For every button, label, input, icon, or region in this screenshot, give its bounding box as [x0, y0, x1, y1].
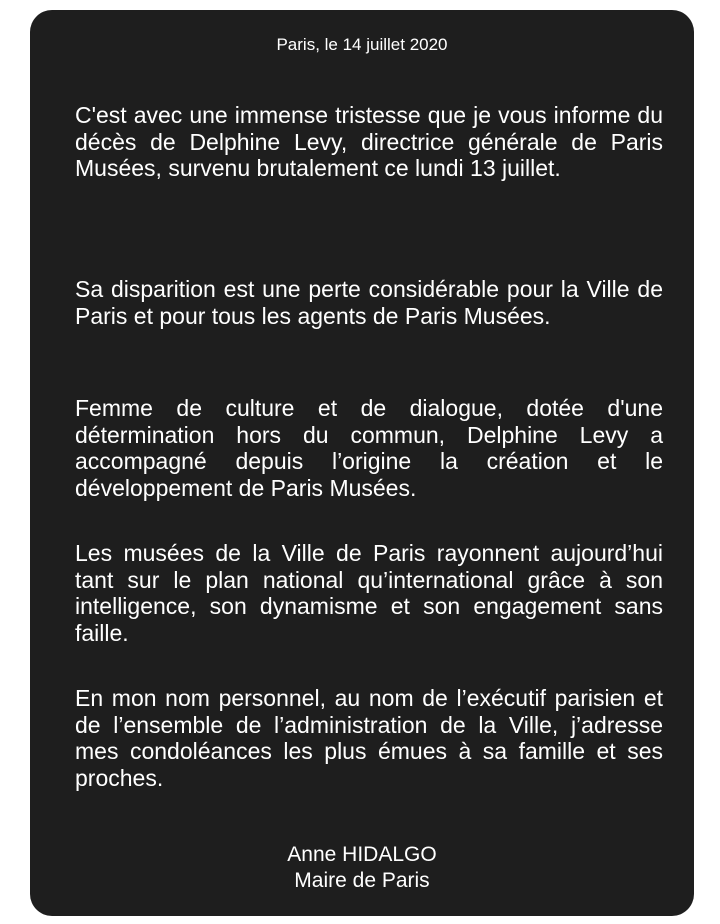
signature-name: Anne HIDALGO [287, 843, 437, 866]
paragraph-announcement: C'est avec une immense tristesse que je vous informe du décès de Delphine Levy, directrice générale de Paris Musées, survenu brutalement ce lundi 13 juillet. [75, 102, 663, 181]
signature-title: Maire de Paris [294, 869, 430, 892]
signature-block [30, 842, 694, 894]
letter-card [30, 10, 694, 916]
paragraph-loss: Sa disparition est une perte considérable pour la Ville de Paris et pour tous les agents de Paris Musées. [75, 276, 663, 329]
paragraph-museums: Les musées de la Ville de Paris rayonnent aujourd’hui tant sur le plan national qu’international grâce à son intelligence, son dynamisme et son engagement sans faille. [75, 540, 663, 646]
dateline: Paris, le 14 juillet 2020 [276, 35, 448, 54]
paragraph-condolences: En mon nom personnel, au nom de l’exécutif parisien et de l’ensemble de l’administration de la Ville, j’adresse mes condoléances les plus émues à sa famille et ses proches. [75, 685, 663, 791]
paragraph-tribute: Femme de culture et de dialogue, dotée d'une détermination hors du commun, Delphine Levy a accompagné depuis l’origine la création et le développement de Paris Musées. [75, 395, 663, 501]
